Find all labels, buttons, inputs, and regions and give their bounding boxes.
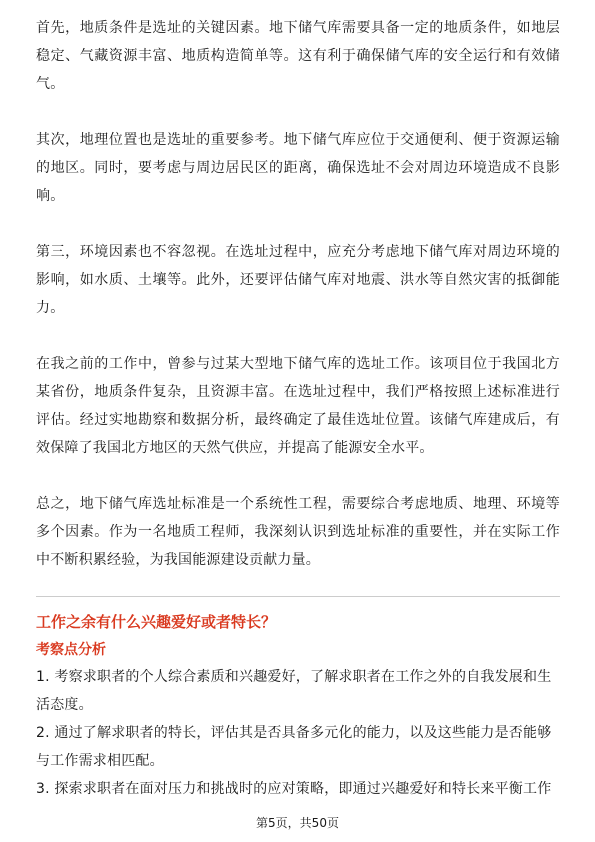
paragraph-experience: 在我之前的工作中，曾参与过某大型地下储气库的选址工作。该项目位于我国北方某省份，地质条件复杂，且资源丰富。在选址过程中，我们严格按照上述标准进行评估。经过实地勘察和数据分析，最终确定了最佳选址位置。该储气库建成后，有效保障了我国北方地区的天然气供应，并提高了能源安全水平。 <box>36 356 560 456</box>
question-heading: 工作之余有什么兴趣爱好或者特长？ <box>36 613 277 631</box>
page-number: 第5页，共50页 <box>256 816 339 830</box>
analysis-item: 2. 通过了解求职者的特长，评估其是否具备多元化的能力，以及这些能力是否能够与工作需求相匹配。 <box>36 725 552 769</box>
paragraph-environment: 第三，环境因素也不容忽视。在选址过程中，应充分考虑地下储气库对周边环境的影响，如水质、土壤等。此外，还要评估储气库对地震、洪水等自然灾害的抵御能力。 <box>36 244 560 316</box>
analysis-item: 3. 探索求职者在面对压力和挑战时的应对策略，即通过兴趣爱好和特长来平衡工作 <box>36 781 552 797</box>
paragraph-geology: 首先，地质条件是选址的关键因素。地下储气库需要具备一定的地质条件，如地层稳定、气藏资源丰富、地质构造简单等。这有利于确保储气库的安全运行和有效储气。 <box>36 20 560 92</box>
paragraph-summary: 总之，地下储气库选址标准是一个系统性工程，需要综合考虑地质、地理、环境等多个因素。作为一名地质工程师，我深刻认识到选址标准的重要性，并在实际工作中不断积累经验，为我国能源建设贡献力量。 <box>36 496 560 568</box>
document-body <box>36 14 560 803</box>
section-divider <box>36 596 560 597</box>
analysis-item: 1. 考察求职者的个人综合素质和兴趣爱好，了解求职者在工作之外的自我发展和生活态度。 <box>36 669 552 713</box>
paragraph-location: 其次，地理位置也是选址的重要参考。地下储气库应位于交通便利、便于资源运输的地区。同时，要考虑与周边居民区的距离，确保选址不会对周边环境造成不良影响。 <box>36 132 560 204</box>
analysis-heading: 考察点分析 <box>36 642 106 658</box>
